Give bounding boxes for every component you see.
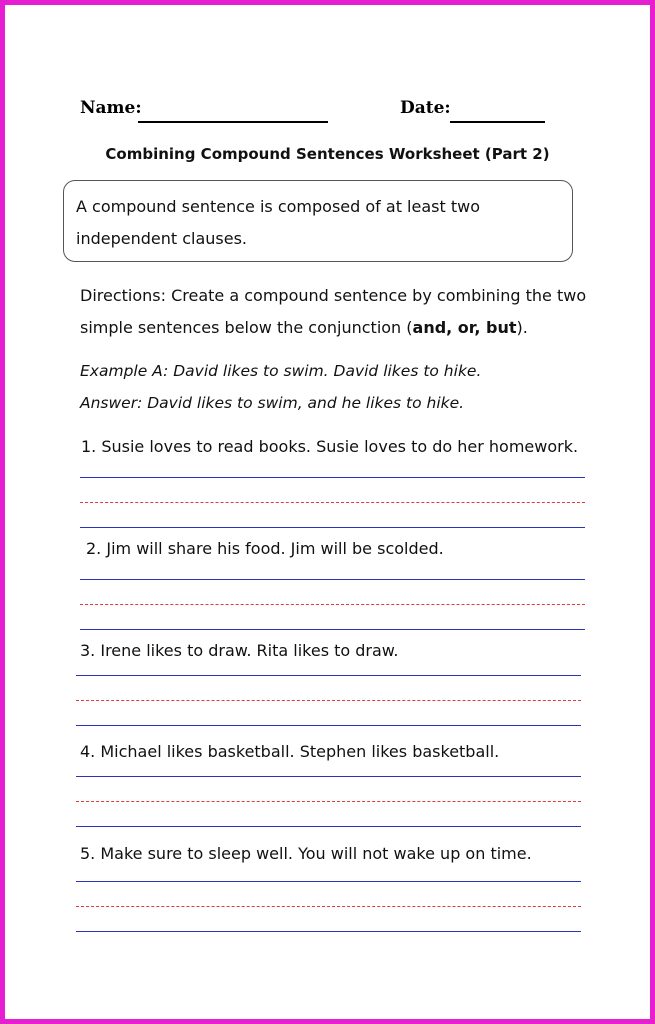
directions-text: Directions: Create a compound sentence by combining the two simple sentences below the conjunction ( [80,286,587,337]
question-1: 1. Susie loves to read books. Susie loves to do her homework. [81,437,579,456]
question-3: 3. Irene likes to draw. Rita likes to draw. [80,641,399,660]
answer-line-5-mid [76,906,581,907]
answer-line-4-bottom[interactable] [76,826,581,827]
answer-line-1-bottom[interactable] [80,527,585,528]
answer-line-4-mid [76,801,581,802]
definition-text: A compound sentence is composed of at least two independent clauses. [76,197,480,248]
answer-line-2-bottom[interactable] [80,629,585,630]
name-blank [138,121,328,123]
worksheet-title: Combining Compound Sentences Worksheet (Part 2) [105,145,550,163]
question-4: 4. Michael likes basketball. Stephen likes basketball. [80,742,500,761]
answer-line-2-top[interactable] [80,579,585,580]
answer-line-1-mid [80,502,585,503]
directions-suffix: ). [516,318,528,337]
date-label: Date: [400,98,451,118]
name-label: Name: [80,98,142,118]
date-blank [450,121,545,123]
answer-line-3-top[interactable] [76,675,581,676]
answer-line-3-mid [76,700,581,701]
answer-line-2-mid [80,604,585,605]
answer-line-5-top[interactable] [76,881,581,882]
example-answer: Answer: David likes to swim, and he likes to hike. [80,394,465,412]
directions-conjunctions: and, or, but [412,318,517,337]
example-sentence: Example A: David likes to swim. David likes to hike. [80,362,482,380]
answer-line-3-bottom[interactable] [76,725,581,726]
answer-line-1-top[interactable] [80,477,585,478]
directions [80,280,600,344]
question-5: 5. Make sure to sleep well. You will not wake up on time. [80,844,532,863]
answer-line-5-bottom[interactable] [76,931,581,932]
question-2: 2. Jim will share his food. Jim will be scolded. [86,539,444,558]
answer-line-4-top[interactable] [76,776,581,777]
definition-box [63,180,573,262]
example-block [80,355,600,419]
